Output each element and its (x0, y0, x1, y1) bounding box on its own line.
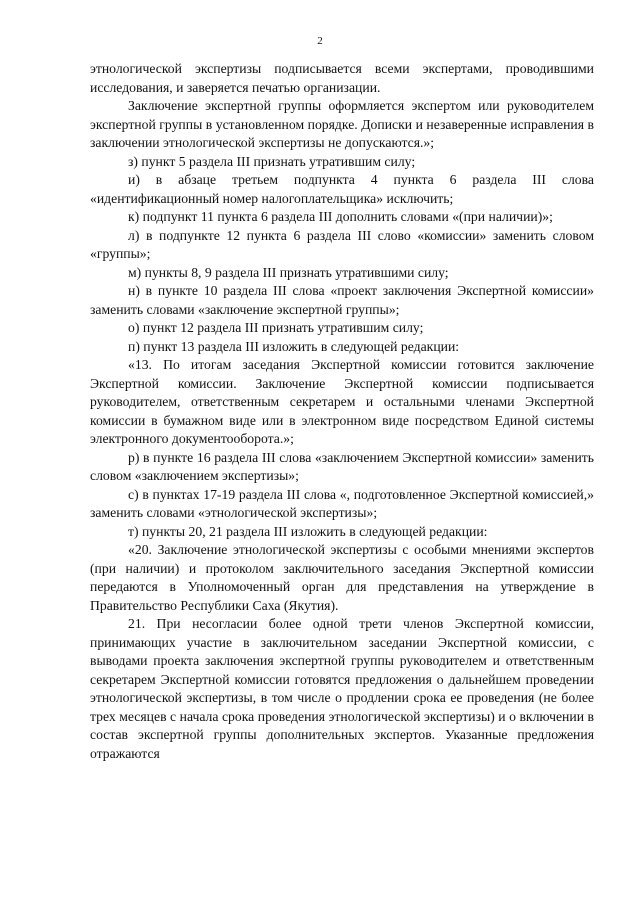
list-item: м) пункты 8, 9 раздела III признать утратившими силу; (128, 264, 449, 280)
list-item: о) пункт 12 раздела III признать утратившим силу; (128, 320, 424, 335)
paragraph: 21. При несогласии более одной трети членов Экспертной комиссии, принимающих участие в заключительном заседании Экспертной комиссии, с выводами проекта заключения экспертной группы руководителем и ответственным секретарем Экспертной комиссии готовятся предложения о дальнейшем проведении этнологической экспертизы, в том числе о продлении срока ее проведения (не более трех месяцев с начала срока проведения этнологической экспертизы) и о включении в состав экспертной группы дополнительных экспертов. Указанные предложения отражаются (90, 616, 594, 761)
page-number: 2 (317, 35, 323, 47)
list-item: л) в подпункте 12 пункта 6 раздела III слово «комиссии» заменить словом «группы»; (90, 227, 594, 261)
document-body (90, 60, 594, 763)
list-item: с) в пунктах 17-19 раздела III слова «, подготовленное Экспертной комиссией,» заменить словами «этнологической экспертизы»; (90, 486, 594, 520)
paragraph: «13. По итогам заседания Экспертной комиссии готовится заключение Экспертной комиссии. Заключение Экспертной комиссии подписывается руководителем, ответственным секретарем и остальными членами Экспертной комиссии в бумажном виде или в электронном виде посредством Единой системы электронного документооборота.»; (90, 357, 594, 446)
list-item: и) в абзаце третьем подпункта 4 пункта 6 раздела III слова «идентификационный номер налогоплательщика» исключить; (90, 172, 594, 206)
list-item: н) в пункте 10 раздела III слова «проект заключения Экспертной комиссии» заменить словами «заключение экспертной группы»; (90, 283, 594, 317)
list-item: р) в пункте 16 раздела III слова «заключением Экспертной комиссии» заменить словом «заключением экспертизы»; (90, 449, 594, 483)
paragraph: «20. Заключение этнологической экспертизы с особыми мнениями экспертов (при наличии) и протоколом заключительного заседания Экспертной комиссии передаются в Уполномоченный орган для представления на утверждение в Правительство Республики Саха (Якутия). (90, 542, 594, 613)
paragraph: Заключение экспертной группы оформляется экспертом или руководителем экспертной группы в установленном порядке. Дописки и незаверенные исправления в заключении этнологической экспертизы не допускаются.»; (90, 98, 594, 150)
paragraph: этнологической экспертизы подписывается всеми экспертами, проводившими исследования, и заверяется печатью организации. (90, 61, 594, 95)
list-item: т) пункты 20, 21 раздела III изложить в следующей редакции: (128, 523, 488, 539)
list-item: п) пункт 13 раздела III изложить в следующей редакции: (128, 338, 460, 354)
list-item: к) подпункт 11 пункта 6 раздела III дополнить словами «(при наличии)»; (128, 209, 553, 224)
list-item: з) пункт 5 раздела III признать утратившим силу; (128, 153, 416, 169)
